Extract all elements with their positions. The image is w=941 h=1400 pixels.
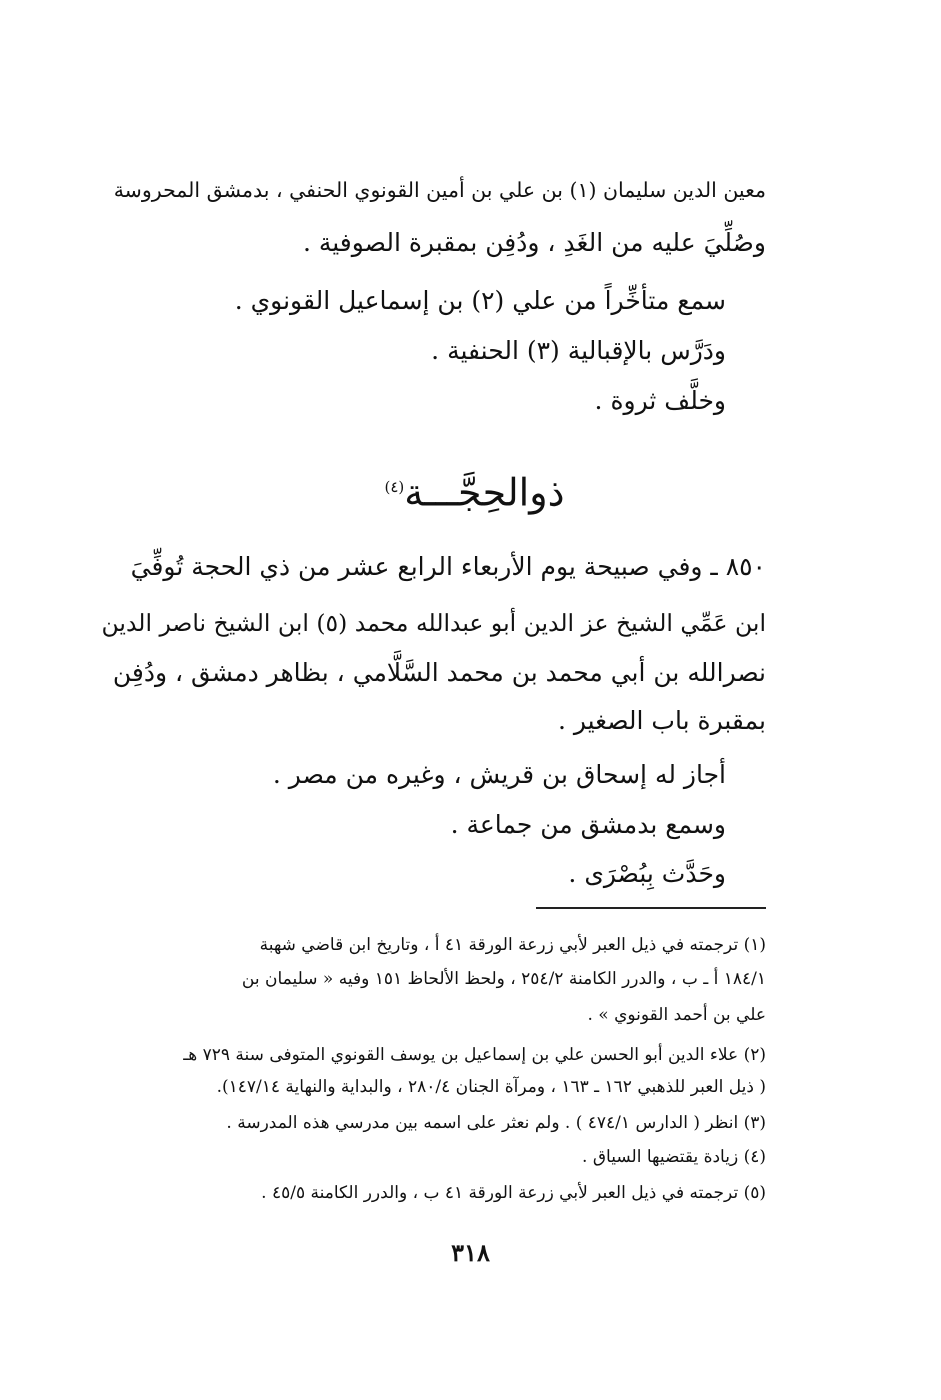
- para2-line-1: ٨٥٠ ـ وفي صبيحة يوم الأربعاء الرابع عشر من ذي الحجة تُوفِّيَ: [130, 552, 766, 581]
- month-heading-text: ذوالحِجَّـــة: [404, 470, 565, 515]
- para1-line-1: معين الدين سليمان (١) بن علي بن أمين القونوي الحنفي ، بدمشق المحروسة: [113, 178, 766, 202]
- month-heading: [0, 462, 941, 518]
- footnote-separator: [536, 907, 766, 909]
- footnote-2-line-1: (٢) علاء الدين أبو الحسن علي بن إسماعيل بن يوسف القونوي المتوفى سنة ٧٢٩ هـ: [183, 1045, 766, 1065]
- para1-note-line-3: وخلَّف ثروة .: [594, 386, 726, 415]
- para1-line-2: وصُلِّيَ عليه من الغَدِ ، ودُفِن بمقبرة الصوفية .: [302, 228, 766, 257]
- footnote-1-line-3: علي بن أحمد القونوي » .: [587, 1005, 766, 1025]
- para2-note-line-2: وسمع بدمشق من جماعة .: [450, 810, 726, 839]
- footnote-1-line-2: ١٨٤/١ أ ـ ب ، والدرر الكامنة ٢٥٤/٢ ، ولحظ الألحاظ ١٥١ وفيه « سليمان بن: [241, 969, 766, 989]
- page-number: ٣١٨: [451, 1238, 490, 1267]
- para2-line-2: ابن عَمِّي الشيخ عز الدين أبو عبدالله محمد (٥) ابن الشيخ ناصر الدين: [101, 609, 766, 637]
- footnote-1-line-1: (١) ترجمته في ذيل العبر لأبي زرعة الورقة ٤١ أ ، وتاريخ ابن قاضي شهبة: [259, 935, 766, 955]
- para2-note-line-3: وحَدَّث بِبُصْرَى .: [568, 859, 726, 888]
- para2-line-4: بمقبرة باب الصغير .: [557, 706, 766, 735]
- footnote-2-line-2: ( ذيل العبر للذهبي ١٦٢ ـ ١٦٣ ، ومرآة الجنان ٢٨٠/٤ ، والبداية والنهاية ١٤٧/١٤).: [216, 1077, 766, 1097]
- footnote-5: (٥) ترجمته في ذيل العبر لأبي زرعة الورقة ٤١ ب ، والدرر الكامنة ٤٥/٥ .: [261, 1183, 766, 1203]
- footnote-4: (٤) زيادة يقتضيها السياق .: [582, 1147, 766, 1167]
- para1-note-line-1: سمع متأخِّراً من علي (٢) بن إسماعيل القونوي .: [234, 286, 726, 315]
- para1-note-line-2: ودَرَّس بالإقبالية (٣) الحنفية .: [431, 336, 726, 365]
- para2-line-3: نصرالله بن أبي محمد بن محمد السَّلَّامي ، بظاهر دمشق ، ودُفِن: [112, 658, 766, 687]
- footnote-3: (٣) انظر ( الدارس ٤٧٤/١ ) . ولم نعثر على اسمه بين مدرسي هذه المدرسة .: [226, 1113, 766, 1133]
- month-heading-footnote-ref: (٤): [384, 478, 405, 496]
- para2-note-line-1: أجاز له إسحاق بن قريش ، وغيره من مصر .: [272, 760, 726, 789]
